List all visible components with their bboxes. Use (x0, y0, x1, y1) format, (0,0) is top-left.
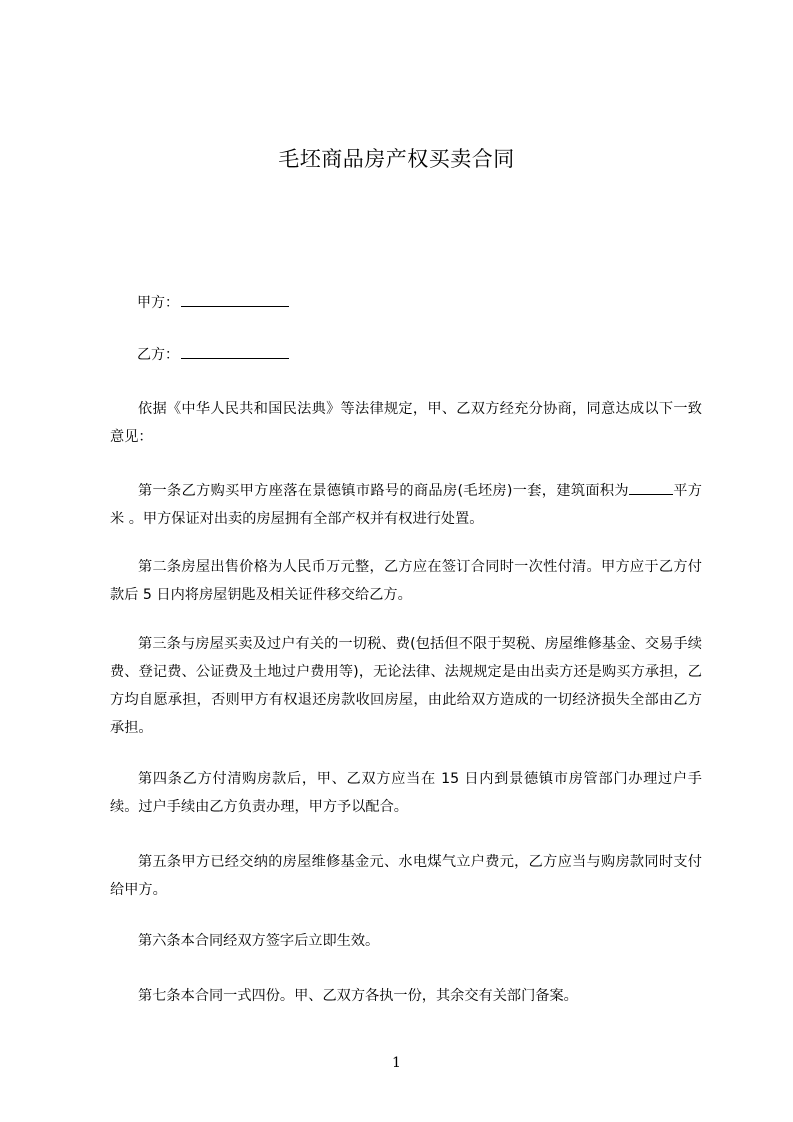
intro-paragraph: 依据《中华人民共和国民法典》等法律规定，甲、乙双方经充分协商，同意达成以下一致意见： (110, 401, 702, 445)
article-7: 第七条本合同一式四份。甲、乙双方各执一份，其余交有关部门备案。 (138, 988, 578, 1004)
article-1-text-a: 第一条乙方购买甲方座落在景德镇市路号的商品房(毛坯房)一套，建筑面积为 (138, 483, 629, 499)
party-a-blank (181, 292, 289, 307)
article-1-text-b: 平方米 。甲方保证对出卖的房屋拥有全部产权并有权进行处置。 (110, 483, 702, 527)
article-5: 第五条甲方已经交纳的房屋维修基金元、水电煤气立户费元，乙方应当与购房款同时支付给甲方。 (110, 854, 702, 898)
article-4: 第四条乙方付清购房款后，甲、乙双方应当在 15 日内到景德镇市房管部门办理过户手续。过户手续由乙方负责办理，甲方予以配合。 (110, 771, 702, 815)
page-number: 1 (392, 1055, 401, 1071)
document-title: 毛坯商品房产权买卖合同 (278, 147, 515, 171)
party-a-label: 甲方： (137, 295, 179, 311)
party-b-line (137, 344, 289, 365)
article-1 (110, 477, 702, 533)
party-b-label: 乙方： (137, 347, 179, 363)
article-2: 第二条房屋出售价格为人民币万元整，乙方应在签订合同时一次性付清。甲方应于乙方付款后 5 日内将房屋钥匙及相关证件移交给乙方。 (110, 559, 702, 603)
area-blank-2 (659, 480, 673, 495)
party-b-blank (181, 344, 289, 359)
article-3: 第三条与房屋买卖及过户有关的一切税、费(包括但不限于契税、房屋维修基金、交易手续费、登记费、公证费及土地过户费用等)，无论法律、法规规定是由出卖方还是购买方承担，乙方均自愿承担，否则甲方有权退还房款收回房屋，由此给双方造成的一切经济损失全部由乙方承担。 (110, 636, 702, 736)
party-a-line (137, 292, 289, 313)
article-6: 第六条本合同经双方签字后立即生效。 (138, 933, 380, 949)
area-blank-1 (629, 480, 659, 495)
